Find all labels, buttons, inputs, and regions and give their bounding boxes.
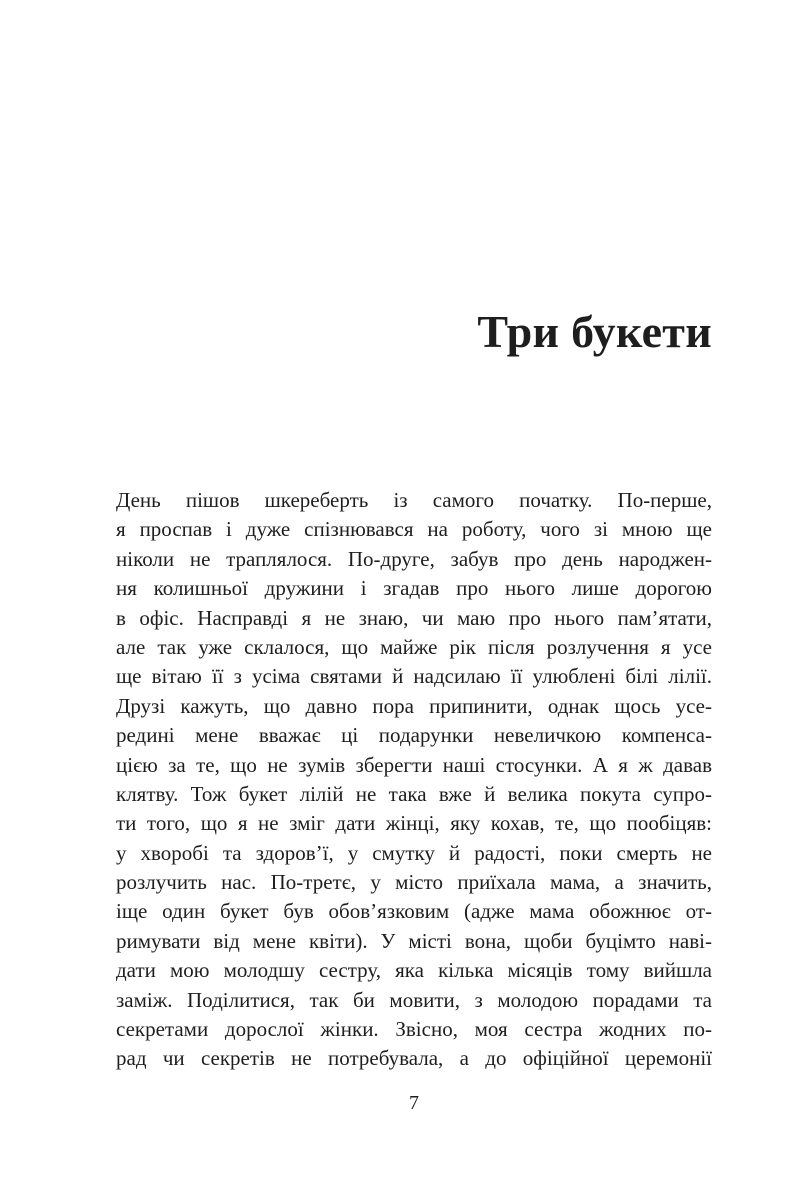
text-line: ня колишньої дружини і згадав про нього лише дорогою <box>116 576 712 601</box>
text-line: римувати від мене квіти). У місті вона, щоби буцімто наві- <box>116 928 712 953</box>
text-line: заміж. Поділитися, так би мовити, з молодою порадами та <box>116 987 712 1012</box>
text-line: ти того, що я не зміг дати жінці, яку кохав, те, що пообіцяв: <box>116 811 712 836</box>
text-line: у хворобі та здоров’ї, у смутку й радості, поки смерть не <box>116 840 712 865</box>
text-line: але так уже склалося, що майже рік після розлучення я усе <box>116 634 712 659</box>
text-line: ще вітаю її з усіма святами й надсилаю її улюблені білі лілії. <box>116 664 712 689</box>
chapter-title: Три букети <box>477 306 712 357</box>
page-number: 7 <box>409 1092 419 1114</box>
text-line: цією за те, що не зумів зберегти наші стосунки. А я ж давав <box>116 752 712 777</box>
text-line: я проспав і дуже спізнювався на роботу, чого зі мною ще <box>116 517 712 542</box>
text-line: розлучить нас. По-третє, у місто приїхала мама, а значить, <box>116 870 712 895</box>
text-line: в офіс. Насправді я не знаю, чи маю про нього пам’ятати, <box>116 605 712 630</box>
text-line: іще один букет був обов’язковим (адже мама обожнює от- <box>116 899 712 924</box>
text-line: клятву. Тож букет лілій не така вже й велика покута супро- <box>116 781 712 806</box>
text-line: секретами дорослої жінки. Звісно, моя сестра жодних по- <box>116 1017 712 1042</box>
text-line: дати мою молодшу сестру, яка кілька місяців тому вийшла <box>116 958 712 983</box>
text-line: рад чи секретів не потребувала, а до офіційної церемонії <box>116 1046 712 1071</box>
text-line: редині мене вважає ці подарунки невеличкою компенса- <box>116 723 712 748</box>
text-line: ніколи не траплялося. По-друге, забув про день народжен- <box>116 546 712 571</box>
text-line: День пішов шкереберть із самого початку. По-перше, <box>116 488 712 512</box>
text-line: Друзі кажуть, що давно пора припинити, однак щось усе- <box>116 693 712 718</box>
body-paragraph <box>116 486 712 1074</box>
